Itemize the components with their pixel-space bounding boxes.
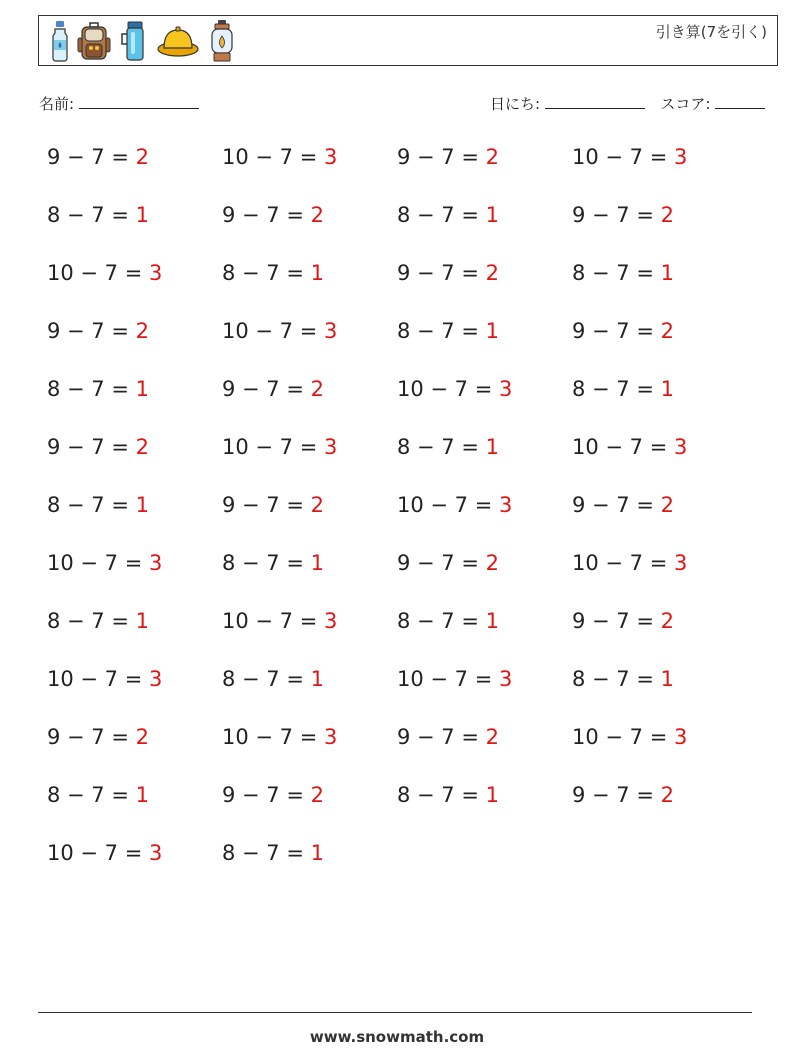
thermos-icon — [119, 20, 149, 62]
problem-question: 9 − 7 = — [222, 377, 304, 401]
score-blank[interactable] — [715, 94, 765, 109]
problem-item — [222, 783, 324, 807]
problem-question: 10 − 7 = — [222, 319, 318, 343]
problem-answer: 2 — [310, 203, 325, 227]
problem-item — [222, 667, 324, 691]
score-label: スコア: — [660, 95, 711, 113]
problem-answer: 3 — [499, 377, 513, 401]
problem-answer: 1 — [310, 667, 325, 691]
problem-item — [397, 493, 512, 517]
problem-question: 10 − 7 = — [222, 609, 318, 633]
problem-answer: 3 — [149, 261, 163, 285]
problem-item — [47, 609, 149, 633]
problem-answer: 2 — [660, 319, 675, 343]
problem-question: 9 − 7 = — [572, 203, 654, 227]
problem-question: 8 − 7 = — [47, 783, 129, 807]
problem-item — [397, 261, 499, 285]
problem-item — [222, 261, 324, 285]
problem-answer: 3 — [149, 667, 163, 691]
problem-question: 9 − 7 = — [572, 493, 654, 517]
problem-question: 9 − 7 = — [47, 725, 129, 749]
problem-answer: 3 — [324, 609, 338, 633]
problem-item — [572, 667, 674, 691]
problem-question: 8 − 7 = — [397, 203, 479, 227]
problem-item — [47, 203, 149, 227]
icon-strip — [51, 18, 237, 64]
problem-answer: 3 — [149, 841, 163, 865]
problem-question: 8 − 7 = — [47, 377, 129, 401]
problem-answer: 1 — [135, 377, 150, 401]
problem-item — [222, 319, 337, 343]
problem-question: 10 − 7 = — [572, 725, 668, 749]
problem-question: 9 − 7 = — [397, 725, 479, 749]
problem-item — [222, 841, 324, 865]
problem-item — [572, 377, 674, 401]
problem-question: 8 − 7 = — [222, 261, 304, 285]
problem-answer: 2 — [135, 725, 150, 749]
name-blank[interactable] — [79, 94, 199, 109]
problem-item — [397, 609, 499, 633]
problem-question: 10 − 7 = — [572, 551, 668, 575]
problem-question: 8 − 7 = — [47, 493, 129, 517]
problem-question: 8 − 7 = — [222, 667, 304, 691]
problem-question: 9 − 7 = — [572, 319, 654, 343]
lantern-icon — [207, 19, 237, 63]
problem-answer: 2 — [485, 551, 500, 575]
backpack-icon — [77, 20, 111, 62]
problem-question: 10 − 7 = — [47, 261, 143, 285]
problem-answer: 1 — [485, 203, 500, 227]
problem-question: 9 − 7 = — [47, 145, 129, 169]
problem-question: 8 − 7 = — [572, 261, 654, 285]
problem-item — [572, 551, 687, 575]
problem-question: 10 − 7 = — [222, 725, 318, 749]
problem-question: 9 − 7 = — [47, 319, 129, 343]
problem-question: 10 − 7 = — [397, 667, 493, 691]
problem-question: 9 − 7 = — [572, 783, 654, 807]
problem-answer: 1 — [310, 261, 325, 285]
date-score-field — [490, 93, 765, 114]
problem-item — [397, 319, 499, 343]
problem-question: 9 − 7 = — [397, 551, 479, 575]
problem-question: 8 − 7 = — [397, 319, 479, 343]
problem-item — [572, 203, 674, 227]
problem-answer: 3 — [674, 145, 688, 169]
problem-answer: 2 — [310, 493, 325, 517]
problem-question: 8 − 7 = — [222, 551, 304, 575]
problem-answer: 1 — [660, 377, 675, 401]
problem-answer: 3 — [324, 435, 338, 459]
problem-answer: 3 — [324, 319, 338, 343]
problem-answer: 2 — [310, 783, 325, 807]
problem-answer: 3 — [674, 725, 688, 749]
date-blank[interactable] — [545, 94, 645, 109]
problem-item — [222, 377, 324, 401]
worksheet-header — [38, 15, 778, 66]
problem-answer: 3 — [324, 725, 338, 749]
problem-question: 9 − 7 = — [397, 145, 479, 169]
problem-question: 8 − 7 = — [222, 841, 304, 865]
problem-question: 8 − 7 = — [397, 609, 479, 633]
problem-answer: 2 — [485, 725, 500, 749]
problem-answer: 3 — [499, 493, 513, 517]
problem-item — [572, 145, 687, 169]
problem-question: 10 − 7 = — [397, 377, 493, 401]
problem-question: 9 − 7 = — [572, 609, 654, 633]
problem-item — [47, 145, 149, 169]
problem-item — [222, 725, 337, 749]
problem-item — [572, 319, 674, 343]
problem-answer: 1 — [135, 783, 150, 807]
problem-answer: 2 — [660, 609, 675, 633]
problem-item — [47, 377, 149, 401]
problem-answer: 1 — [485, 609, 500, 633]
problem-item — [572, 493, 674, 517]
problem-answer: 2 — [485, 261, 500, 285]
problem-answer: 3 — [674, 551, 688, 575]
problem-item — [47, 493, 149, 517]
date-label: 日にち: — [490, 95, 541, 113]
problem-question: 10 − 7 = — [47, 551, 143, 575]
problem-item — [47, 551, 162, 575]
problem-question: 10 − 7 = — [222, 435, 318, 459]
problem-answer: 2 — [135, 145, 150, 169]
problem-answer: 2 — [135, 435, 150, 459]
problem-item — [222, 551, 324, 575]
problem-item — [397, 667, 512, 691]
problem-answer: 1 — [135, 493, 150, 517]
problem-answer: 1 — [660, 667, 675, 691]
problem-item — [47, 841, 162, 865]
problem-item — [47, 667, 162, 691]
problem-answer: 3 — [149, 551, 163, 575]
problem-item — [222, 609, 337, 633]
problem-answer: 2 — [660, 203, 675, 227]
problem-answer: 1 — [485, 319, 500, 343]
problem-answer: 1 — [660, 261, 675, 285]
footer-site: www.snowmath.com — [309, 1028, 485, 1046]
problem-answer: 2 — [135, 319, 150, 343]
problem-item — [47, 783, 149, 807]
problem-item — [397, 145, 499, 169]
problem-item — [572, 609, 674, 633]
problem-answer: 3 — [674, 435, 688, 459]
problem-answer: 1 — [310, 551, 325, 575]
problem-question: 8 − 7 = — [47, 203, 129, 227]
problem-answer: 3 — [499, 667, 513, 691]
problem-question: 8 − 7 = — [397, 783, 479, 807]
problem-question: 8 − 7 = — [572, 377, 654, 401]
problem-question: 10 − 7 = — [397, 493, 493, 517]
problem-answer: 2 — [310, 377, 325, 401]
problem-answer: 1 — [310, 841, 325, 865]
problem-question: 10 − 7 = — [47, 667, 143, 691]
problem-item — [222, 203, 324, 227]
problem-item — [572, 261, 674, 285]
problem-item — [397, 203, 499, 227]
problem-answer: 3 — [324, 145, 338, 169]
problem-question: 9 − 7 = — [222, 203, 304, 227]
problem-question: 10 − 7 = — [47, 841, 143, 865]
problem-item — [222, 145, 337, 169]
problem-answer: 2 — [660, 783, 675, 807]
water-bottle-icon — [51, 20, 69, 62]
problem-item — [397, 377, 512, 401]
worksheet-title: 引き算(7を引く) — [655, 23, 767, 41]
problem-answer: 1 — [135, 203, 150, 227]
problem-question: 10 − 7 = — [222, 145, 318, 169]
name-label: 名前: — [39, 95, 75, 113]
problem-answer: 1 — [135, 609, 150, 633]
problem-answer: 2 — [660, 493, 675, 517]
problem-item — [222, 493, 324, 517]
problem-item — [47, 725, 149, 749]
problem-item — [47, 435, 149, 459]
problem-question: 10 − 7 = — [572, 145, 668, 169]
problem-item — [222, 435, 337, 459]
problem-answer: 2 — [485, 145, 500, 169]
footer-divider — [38, 1012, 752, 1013]
problem-item — [572, 783, 674, 807]
hat-icon — [157, 23, 199, 59]
problem-item — [47, 261, 162, 285]
problem-question: 8 − 7 = — [397, 435, 479, 459]
problem-answer: 1 — [485, 783, 500, 807]
name-field — [39, 93, 199, 114]
problem-item — [397, 783, 499, 807]
problem-question: 9 − 7 = — [222, 493, 304, 517]
problem-item — [572, 725, 687, 749]
problem-question: 9 − 7 = — [47, 435, 129, 459]
problem-item — [47, 319, 149, 343]
problem-question: 9 − 7 = — [222, 783, 304, 807]
problem-item — [397, 725, 499, 749]
problem-answer: 1 — [485, 435, 500, 459]
problem-item — [572, 435, 687, 459]
problem-question: 8 − 7 = — [572, 667, 654, 691]
problem-question: 8 − 7 = — [47, 609, 129, 633]
problem-item — [397, 435, 499, 459]
problem-item — [397, 551, 499, 575]
problem-question: 10 − 7 = — [572, 435, 668, 459]
problem-question: 9 − 7 = — [397, 261, 479, 285]
